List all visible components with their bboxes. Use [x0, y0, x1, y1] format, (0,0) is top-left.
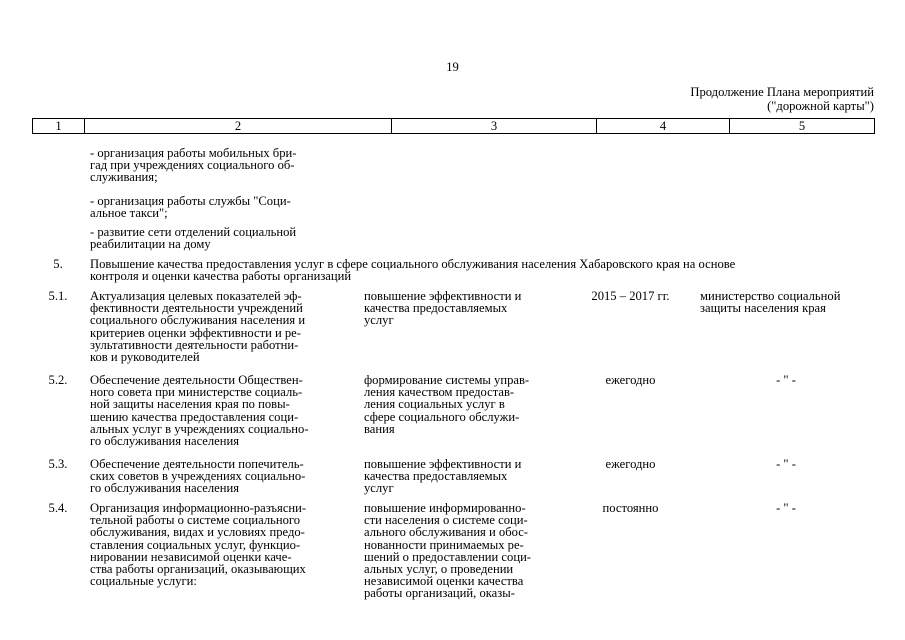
- table-header-row: [32, 118, 875, 134]
- text-line: министерство социальной: [700, 289, 841, 303]
- text-line: услуг: [364, 313, 394, 328]
- text-line: ков и руководителей: [90, 350, 200, 365]
- text-line: ального обслуживания и обос-: [364, 525, 528, 540]
- measure-text: [90, 374, 352, 447]
- page-number: 19: [446, 60, 459, 74]
- bullet-home-rehab: [90, 226, 359, 250]
- deadline: 2015 – 2017 гг.: [591, 289, 670, 303]
- continuation-line-2: ("дорожной карты"): [767, 99, 874, 113]
- text-line: ских советов в учреждениях социально-: [90, 469, 306, 484]
- continuation-line-1: Продолжение Плана мероприятий: [690, 85, 874, 99]
- header-col-2: 2: [85, 119, 392, 133]
- responsible: - " -: [776, 373, 796, 387]
- row-number: 5.3.: [48, 457, 68, 471]
- text-line: обслуживания, видах и условиях предо-: [90, 525, 305, 540]
- text-line: - организация работы службы "Соци-: [90, 194, 291, 208]
- text-line: го обслуживания населения: [90, 481, 240, 496]
- table-continuation-caption: [690, 85, 874, 113]
- text-line: альных услуг в учреждениях социально-: [90, 421, 309, 436]
- responsible: [700, 290, 872, 314]
- text-line: социальные услуги:: [90, 574, 197, 589]
- text-line: качества предоставляемых: [364, 469, 508, 484]
- row-number: 5.4.: [48, 501, 68, 515]
- measure-text: [90, 290, 352, 363]
- text-line: служивания;: [90, 170, 158, 185]
- deadline: ежегодно: [605, 373, 656, 387]
- text-line: Повышение качества предоставления услуг в сфере социального обслуживания населения Хабаровского края на основе: [90, 257, 736, 271]
- text-line: альных услуг, о проведении: [364, 562, 514, 577]
- text-line: защиты населения края: [700, 301, 826, 316]
- text-line: повышение информированно-: [364, 501, 526, 515]
- expected-result: [364, 374, 558, 435]
- text-line: тельной работы о системе социального: [90, 513, 301, 528]
- header-col-4: 4: [597, 119, 730, 133]
- text-line: контроля и оценки качества работы организаций: [90, 269, 352, 284]
- text-line: фективности деятельности учреждений: [90, 301, 303, 316]
- text-line: Организация информационно-разъясни-: [90, 501, 307, 515]
- text-line: шений о предоставлении соци-: [364, 549, 531, 564]
- row-number: 5.1.: [48, 289, 68, 303]
- bullet-social-taxi: [90, 195, 359, 219]
- text-line: Актуализация целевых показателей эф-: [90, 289, 302, 303]
- text-line: социального обслуживания населения и: [90, 313, 306, 328]
- deadline: ежегодно: [605, 457, 656, 471]
- header-col-5: 5: [798, 119, 806, 133]
- text-line: независимой оценки качества: [364, 574, 524, 589]
- expected-result: [364, 502, 558, 600]
- text-line: сфере социального обслужи-: [364, 409, 520, 424]
- text-line: реабилитации на дому: [90, 237, 211, 252]
- text-line: работы организаций, оказы-: [364, 586, 515, 601]
- header-col-3: 3: [392, 119, 597, 133]
- header-col-1: 1: [33, 119, 85, 133]
- deadline: постоянно: [602, 501, 659, 515]
- text-line: формирование системы управ-: [364, 373, 530, 387]
- text-line: услуг: [364, 481, 394, 496]
- text-line: сти населения о системе соци-: [364, 513, 528, 528]
- text-line: - организация работы мобильных бри-: [90, 146, 297, 160]
- text-line: вания: [364, 421, 395, 436]
- text-line: повышение эффективности и: [364, 289, 522, 303]
- text-line: ления качеством предостав-: [364, 385, 515, 400]
- text-line: ления социальных услуг в: [364, 397, 505, 412]
- text-line: ной защиты населения края по повы-: [90, 397, 290, 412]
- row-number: 5.2.: [48, 373, 68, 387]
- text-line: Обеспечение деятельности Обществен-: [90, 373, 303, 387]
- text-line: ного совета при министерстве социаль-: [90, 385, 303, 400]
- measure-text: [90, 458, 352, 495]
- section-title: [90, 258, 875, 282]
- expected-result: [364, 458, 558, 495]
- responsible: - " -: [776, 501, 796, 515]
- text-line: качества предоставляемых: [364, 301, 508, 316]
- text-line: шению качества предоставления соци-: [90, 409, 299, 424]
- section-number: 5.: [53, 257, 63, 271]
- text-line: нировании независимой оценки каче-: [90, 549, 292, 564]
- text-line: го обслуживания населения: [90, 434, 240, 449]
- text-line: ства работы организаций, оказывающих: [90, 562, 306, 577]
- text-line: зультативности деятельности работни-: [90, 337, 299, 352]
- responsible: - " -: [776, 457, 796, 471]
- text-line: гад при учреждениях социального об-: [90, 158, 295, 173]
- text-line: повышение эффективности и: [364, 457, 522, 471]
- text-line: ставления социальных услуг, функцио-: [90, 537, 301, 552]
- text-line: альное такси";: [90, 206, 168, 221]
- expected-result: [364, 290, 558, 327]
- text-line: нованности принимаемых ре-: [364, 537, 524, 552]
- text-line: критериев оценки эффективности и ре-: [90, 325, 301, 340]
- text-line: - развитие сети отделений социальной: [90, 225, 297, 239]
- bullet-mobile-brigades: [90, 147, 359, 184]
- text-line: Обеспечение деятельности попечитель-: [90, 457, 304, 471]
- measure-text: [90, 502, 352, 587]
